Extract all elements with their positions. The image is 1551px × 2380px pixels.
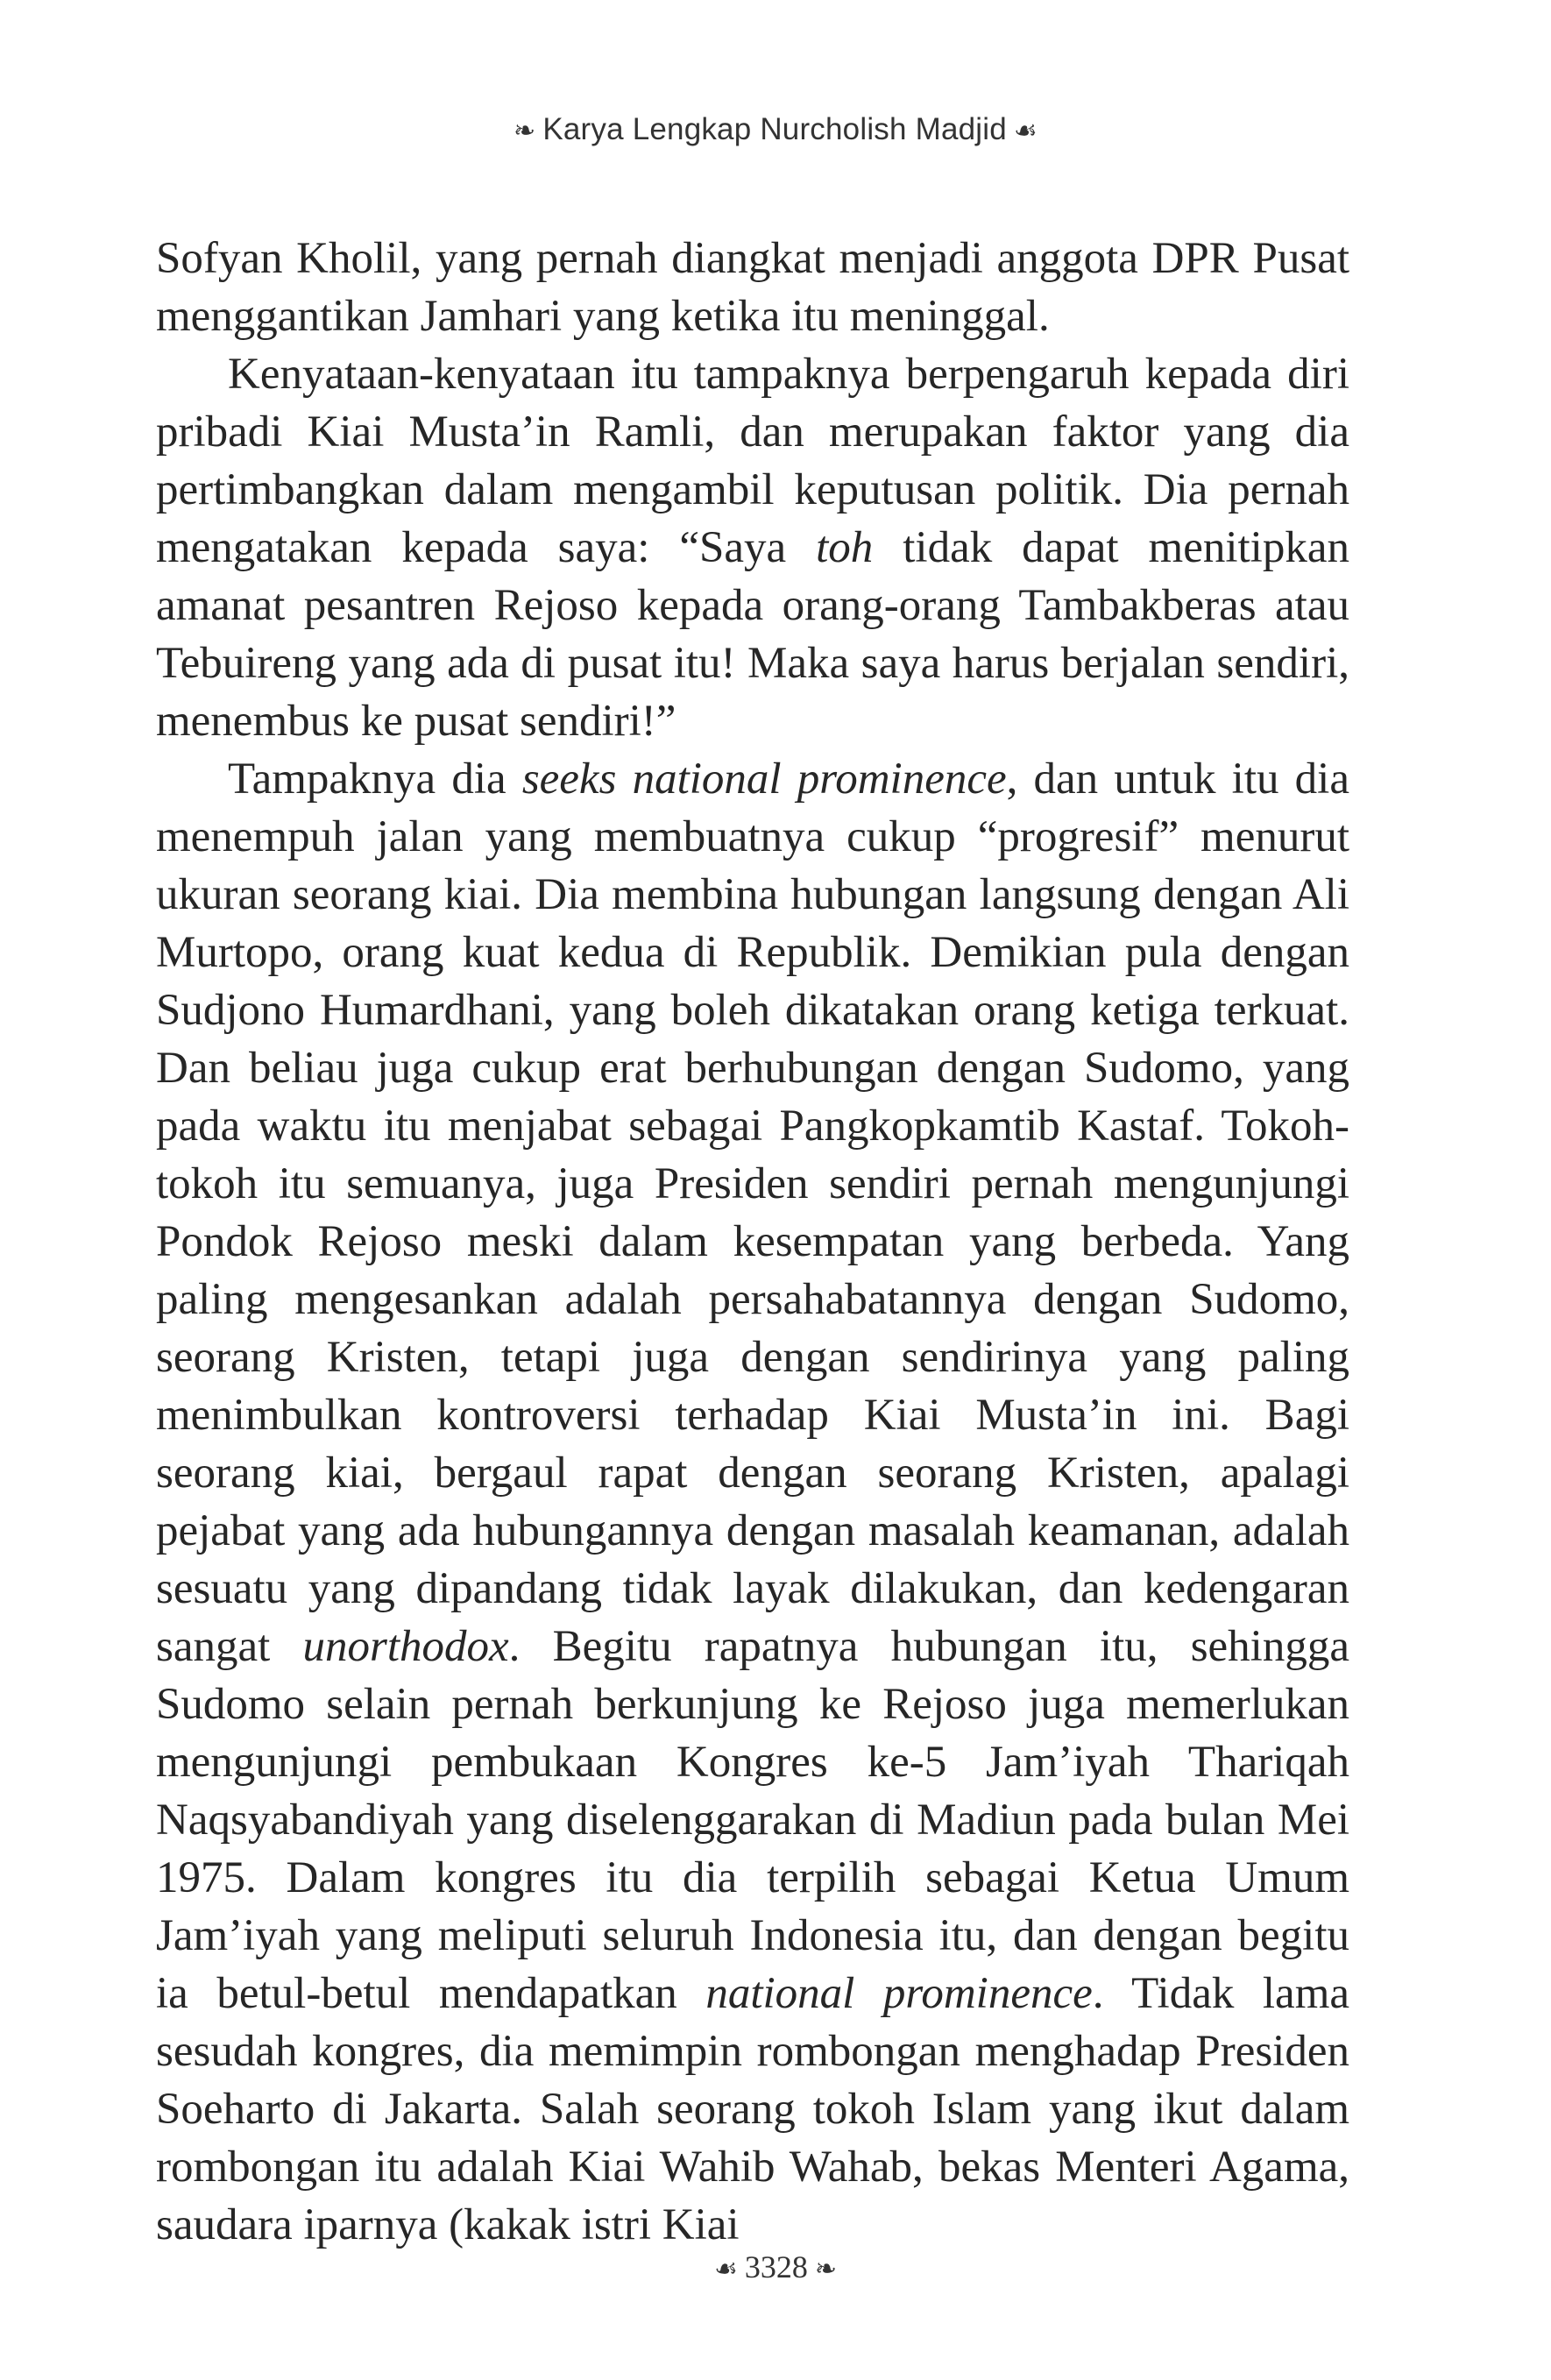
italic-term: national prominence bbox=[705, 1969, 1093, 2018]
paragraph bbox=[156, 230, 1349, 345]
text-segment: . Begitu rapatnya hubungan itu, sehingga Sudomo selain pernah berkunjung ke Rejoso juga memerlukan mengunjungi pembukaan Kongres ke-5 Jam’iyah Thariqah Naqsyabandiyah yang diselenggarakan di Madiun pada bulan Mei 1975. Dalam kongres itu dia terpilih sebagai Ketua Umum Jam’iyah yang meliputi seluruh Indonesia itu, dan dengan begitu ia betul-betul mendapatkan bbox=[156, 1622, 1349, 2018]
text-segment: , dan untuk itu dia menempuh jalan yang membuatnya cukup “progresif” menurut ukuran seorang kiai. Dia membina hubungan langsung dengan Ali Murtopo, orang kuat kedua di Republik. Demikian pula dengan Sudjono Humardhani, yang boleh dikatakan orang ketiga terkuat. Dan beliau juga cukup erat berhubungan dengan Sudomo, yang pada waktu itu menjabat sebagai Pangkopkamtib Kastaf. Tokoh-tokoh itu semuanya, juga Presiden sendiri pernah mengunjungi Pondok Rejoso meski dalam kesempatan yang berbeda. Yang paling mengesankan adalah persahabatannya dengan Sudomo, seorang Kristen, tetapi juga dengan sendirinya yang paling menimbulkan kontroversi terhadap Kiai Musta’in ini. Bagi seorang kiai, bergaul rapat dengan seorang Kristen, apalagi pejabat yang ada hubungannya dengan masalah keamanan, adalah sesuatu yang dipandang tidak layak dilakukan, dan kedengaran sangat bbox=[156, 754, 1349, 1671]
italic-term: unorthodox bbox=[302, 1622, 509, 1671]
body-text bbox=[156, 230, 1349, 2254]
paragraph bbox=[156, 750, 1349, 2254]
italic-term: toh bbox=[816, 523, 874, 572]
page-footer bbox=[0, 2249, 1551, 2285]
ornament-left-icon: ❧ bbox=[513, 116, 536, 146]
page-number: 3328 bbox=[744, 2249, 808, 2284]
text-segment: tidak dapat menitipkan amanat pesantren Rejoso kepada orang-orang Tambakberas atau Tebuireng yang ada di pusat itu! Maka saya harus berjalan sendiri, menembus ke pusat sendiri!” bbox=[156, 523, 1349, 746]
text-segment: Kenyataan-kenyataan itu tampaknya berpengaruh kepada diri pribadi Kiai Musta’in Ramli, dan merupakan faktor yang dia pertimbangkan dalam mengambil keputusan politik. Dia pernah mengatakan kepada saya: “Saya bbox=[156, 350, 1349, 572]
ornament-right-icon: ☙ bbox=[1013, 116, 1038, 146]
ornament-right-icon: ❧ bbox=[814, 2254, 838, 2284]
italic-term: seeks national prominence bbox=[521, 754, 1007, 804]
paragraph bbox=[156, 345, 1349, 750]
ornament-left-icon: ☙ bbox=[713, 2254, 738, 2284]
text-segment: . Tidak lama sesudah kongres, dia memimpin rombongan menghadap Presiden Soeharto di Jakarta. Salah seorang tokoh Islam yang ikut dalam rombongan itu adalah Kiai Wahib Wahab, bekas Menteri Agama, saudara iparnya (kakak istri Kiai bbox=[156, 1969, 1350, 2249]
text-segment: Sofyan Kholil, yang pernah diangkat menjadi anggota DPR Pusat menggantikan Jamhari yang ketika itu meninggal. bbox=[156, 234, 1349, 341]
running-header bbox=[0, 112, 1551, 147]
book-title: Karya Lengkap Nurcholish Madjid bbox=[542, 112, 1007, 146]
text-segment: Tampaknya dia bbox=[228, 754, 522, 804]
